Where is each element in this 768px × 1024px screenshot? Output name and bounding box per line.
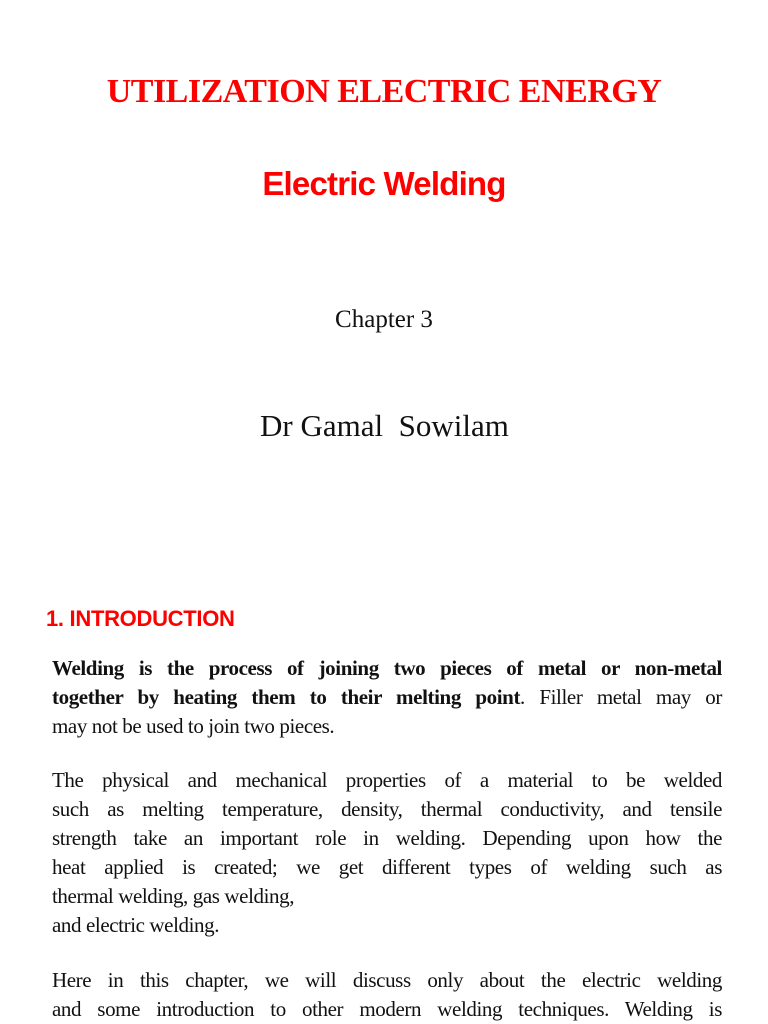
- text-line: Here in this chapter, we will discuss only about the electric welding: [52, 968, 722, 992]
- text-line: and electric welding.: [52, 913, 220, 937]
- author-name: Dr Gamal Sowilam: [260, 408, 509, 443]
- bold-text: Welding is the process of joining two pieces of metal or non-metal: [52, 656, 722, 680]
- text-line: such as melting temperature, density, thermal conductivity, and tensile: [52, 797, 722, 821]
- text-line: [52, 654, 722, 683]
- text-line: thermal welding, gas welding,: [52, 884, 295, 908]
- text-line: heat applied is created; we get different types of welding such as: [52, 855, 722, 879]
- normal-text: may not be used to join two pieces.: [52, 714, 335, 738]
- subtitle: Electric Welding: [262, 165, 506, 202]
- paragraph-material-properties: [52, 766, 722, 940]
- chapter-label: Chapter 3: [335, 306, 433, 333]
- paragraph-chapter-scope: [52, 966, 722, 1024]
- text-line: [52, 712, 722, 741]
- text-line: strength take an important role in welding. Depending upon how the: [52, 826, 722, 850]
- normal-text: . Filler metal may or: [520, 685, 723, 709]
- text-line: The physical and mechanical properties of a material to be welded: [52, 768, 722, 792]
- main-title: UTILIZATION ELECTRIC ENERGY: [106, 73, 662, 110]
- bold-text: together by heating them to their melting point: [52, 685, 521, 709]
- paragraph-welding-definition: [52, 654, 722, 741]
- section-heading-introduction: 1. INTRODUCTION: [46, 606, 235, 631]
- text-line: and some introduction to other modern welding techniques. Welding is: [52, 997, 722, 1021]
- text-line: [52, 683, 722, 712]
